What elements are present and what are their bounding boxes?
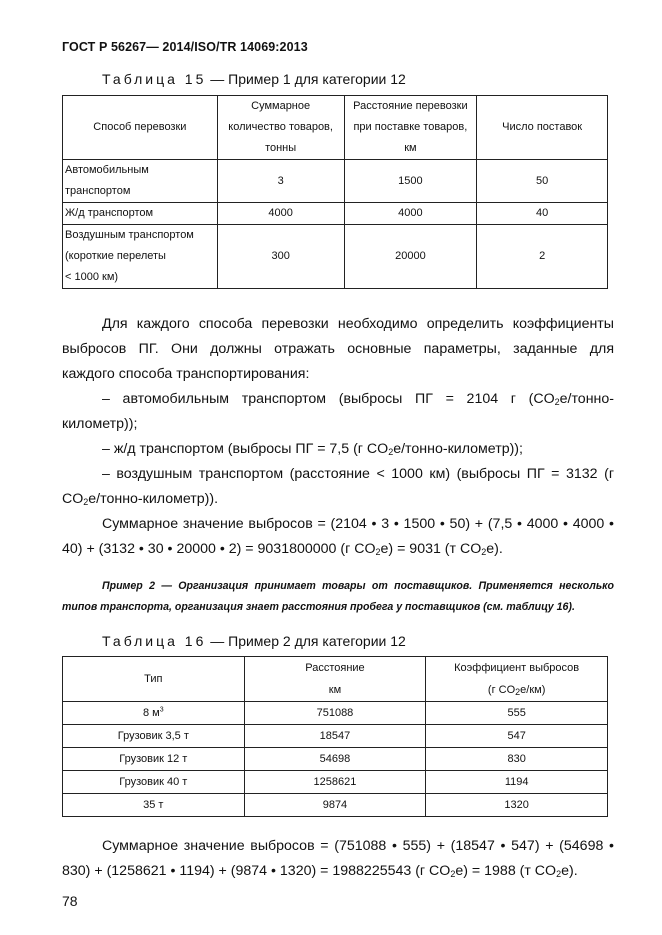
table16-cell-factor: 1194 (426, 771, 608, 794)
table15-head-qty-line: тонны (265, 142, 297, 154)
table16-caption-text: — Пример 2 для категории 12 (210, 633, 406, 649)
table15-cell-count: 50 (477, 160, 608, 203)
example-2-line: Пример 2 — Организация принимает товары от поставщиков. Применяется несколько (102, 580, 614, 592)
sum2-line2: 830) + (1258621 • 1194) + (9874 • 1320) = 1988225543 (г $CO_2е) = 1988$ (т $CO_2е$). (62, 863, 578, 879)
table16-head-dist (244, 657, 426, 702)
table-row (63, 702, 608, 725)
sum1-line1: Суммарное значение выбросов = (2104 • 3 • 1500 • 50) + (7,5 • 4000 • 4000 • (102, 516, 614, 532)
table16-cell-type: 8 $м^3$ (63, 702, 245, 725)
table15-head-dist (344, 96, 477, 160)
table15-head-qty (217, 96, 344, 160)
table-row (63, 794, 608, 817)
table16-cell-factor: 830 (426, 748, 608, 771)
table-row (63, 225, 608, 289)
table16-cell-dist: 1258621 (244, 771, 426, 794)
table16-header-row (63, 657, 608, 702)
paragraph-line: Для каждого способа перевозки необходимо определить коэффициенты (102, 316, 614, 332)
table15-header-row (63, 96, 608, 160)
table-row (63, 203, 608, 225)
table16-cell-dist: 751088 (244, 702, 426, 725)
document-header: ГОСТ Р 56267— 2014/ISO/TR 14069:2013 (62, 40, 308, 54)
table15 (62, 95, 608, 289)
table15-mode-line: транспортом (65, 185, 131, 197)
table15-cell-dist: 1500 (344, 160, 477, 203)
table16-cell-type: 35 т (63, 794, 245, 817)
table16 (62, 656, 608, 817)
table15-cell-dist: 20000 (344, 225, 477, 289)
paragraph-line: выбросов ПГ. Они должны отражать основные параметры, заданные для (62, 341, 614, 357)
table16-head-factor-line: Коэффициент выбросов (454, 662, 580, 674)
table16-cell-type: Грузовик 12 т (63, 748, 245, 771)
table-row (63, 771, 608, 794)
table15-cell-mode: Ж/д транспортом (63, 203, 218, 225)
table-row (63, 160, 608, 203)
sum1-line2: 40) + (3132 • 30 • 20000 • 2) = 9031800000 (г $CO_2е) = 9031$ (т $CO_2е$). (62, 541, 503, 557)
table16-cell-type: Грузовик 40 т (63, 771, 245, 794)
table16-cell-dist: 54698 (244, 748, 426, 771)
table16-head-type: Тип (63, 657, 245, 702)
table15-mode-line: (короткие перелеты (65, 250, 166, 262)
table15-caption-text: — Пример 1 для категории 12 (210, 71, 406, 87)
bullet-road-cont: километр)); (62, 416, 138, 432)
table16-caption (102, 633, 406, 649)
sum2-text (62, 834, 614, 884)
table15-caption (102, 71, 406, 87)
table15-cell-mode (63, 160, 218, 203)
table15-cell-count: 40 (477, 203, 608, 225)
paragraph-line: каждого способа транспортирования: (62, 366, 310, 382)
table16-cell-type: Грузовик 3,5 т (63, 725, 245, 748)
table16-caption-label: Таблица 16 (102, 633, 207, 649)
sum2-line1: Суммарное значение выбросов = (751088 • 555) + (18547 • 547) + (54698 • (102, 838, 614, 854)
table15-cell-qty: 4000 (217, 203, 344, 225)
table15-head-count: Число поставок (477, 96, 608, 160)
table15-mode-line: Воздушным транспортом (65, 229, 194, 241)
body-text (62, 312, 614, 562)
table16-cell-factor: 555 (426, 702, 608, 725)
bullet-air: – воздушным транспортом (расстояние < 1000 км) (выбросы ПГ = 3132 (г (102, 466, 614, 482)
table16-head-factor (426, 657, 608, 702)
table15-head-mode: Способ перевозки (63, 96, 218, 160)
table16-head-dist-line: км (328, 684, 342, 696)
table-row (63, 725, 608, 748)
table15-head-dist-line: Расстояние перевозки (353, 100, 468, 112)
bullet-air-cont: $CO_2е/тонно-километр$)). (62, 491, 219, 507)
example-2-line: типов транспорта, организация знает расстояния пробега у поставщиков (см. таблицу 16). (62, 601, 575, 613)
table15-head-dist-line: при поставке товаров, (353, 121, 468, 133)
table16-cell-dist: 9874 (244, 794, 426, 817)
page-number: 78 (62, 893, 78, 909)
table15-caption-label: Таблица 15 (102, 71, 207, 87)
example-2 (62, 576, 614, 618)
table15-head-qty-line: Суммарное (251, 100, 311, 112)
table16-head-dist-line: Расстояние (305, 662, 365, 674)
table16-cell-factor: 1320 (426, 794, 608, 817)
bullet-rail: – ж/д транспортом (выбросы ПГ = 7,5 (г $CO_2е/тонно-километр$)); (102, 441, 523, 457)
bullet-road: – автомобильным транспортом (выбросы ПГ = 2104 г ($CO_2е/тонно-$ (102, 391, 614, 407)
table15-mode-line: < 1000 км) (65, 271, 119, 283)
table16-cell-factor: 547 (426, 725, 608, 748)
table15-mode-line: Автомобильным (65, 164, 149, 176)
table15-cell-qty: 3 (217, 160, 344, 203)
table15-head-dist-line: км (404, 142, 417, 154)
table16-cell-dist: 18547 (244, 725, 426, 748)
table15-head-qty-line: количество товаров, (228, 121, 333, 133)
table-row (63, 748, 608, 771)
table16-head-factor-unit: (г $CO_2е/км$) (487, 684, 546, 697)
table15-cell-dist: 4000 (344, 203, 477, 225)
table15-cell-count: 2 (477, 225, 608, 289)
table15-cell-qty: 300 (217, 225, 344, 289)
table15-cell-mode (63, 225, 218, 289)
